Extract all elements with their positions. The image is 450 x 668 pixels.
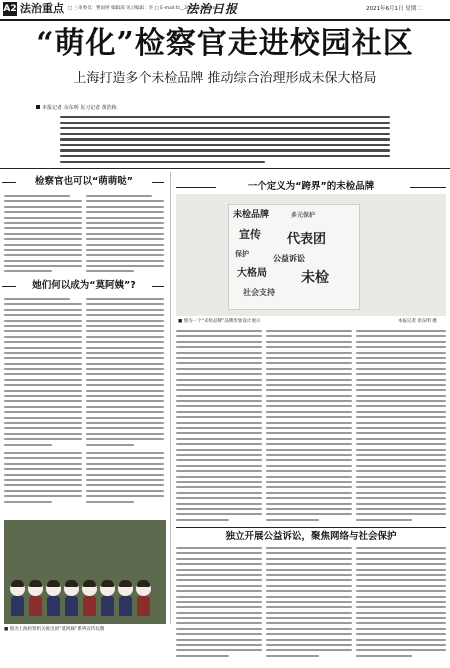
article-column xyxy=(266,547,352,660)
column-divider xyxy=(170,172,171,624)
byline-marker xyxy=(36,105,40,109)
article-column xyxy=(86,452,164,506)
newspaper-logo: 法治日报 xyxy=(186,2,239,16)
section-heading-3: 一个定义为“跨界”的未检品牌 xyxy=(247,181,375,192)
article-column xyxy=(356,330,446,524)
page-number-badge: A2 xyxy=(3,4,17,14)
article-column xyxy=(4,298,82,449)
cloud-word: 代表团 xyxy=(287,232,327,247)
byline-text: 本报记者 余东明 见习记者 黄浩栋 xyxy=(42,105,117,111)
article-column xyxy=(356,547,446,660)
masthead-rule xyxy=(0,19,450,21)
cloud-word: 多元保护 xyxy=(291,212,316,219)
lead-rule xyxy=(0,168,450,169)
section-rule xyxy=(152,286,164,287)
mascot-dolls-photo xyxy=(4,520,166,624)
issue-date: 2021年6月1日 星期二 xyxy=(366,6,422,12)
cloud-word: 保护 xyxy=(235,250,249,258)
cloud-word: 公益诉讼 xyxy=(273,254,305,263)
lead-paragraph xyxy=(60,116,390,166)
section-heading-2: 她们何以成为“莫阿姨”? xyxy=(32,280,136,291)
article-column xyxy=(86,195,164,276)
mascot-doll xyxy=(10,582,25,616)
cloud-word: 大格局 xyxy=(237,268,267,279)
section-rule xyxy=(410,187,446,188)
mascot-doll xyxy=(46,582,61,616)
byline xyxy=(36,104,117,112)
wordcloud-photo xyxy=(176,194,446,316)
editor-line: □ 三审委员：曹雨婷 编辑部 见习编辑：李 □ E-mail:fz__2020@163.com xyxy=(68,6,220,11)
wordcloud-sign xyxy=(228,204,360,310)
photo-caption: ■ 图为一个“未检品牌”品牌形象设计展示 xyxy=(178,319,261,324)
mascot-doll xyxy=(100,582,115,616)
section-rule xyxy=(176,527,446,528)
photo-caption: ■ 图为上海检察机关推出的“莫阿姨”系列宣传玩偶 xyxy=(4,627,105,632)
mascot-doll xyxy=(118,582,133,616)
article-column xyxy=(4,452,82,506)
photo-credit: 本报记者 余东明 摄 xyxy=(398,319,437,324)
article-column xyxy=(176,547,262,660)
mascot-doll xyxy=(28,582,43,616)
section-rule xyxy=(152,182,164,183)
cloud-word: 未检 xyxy=(301,270,329,286)
section-name: 法治重点 xyxy=(20,2,64,15)
article-column xyxy=(4,195,82,276)
cloud-word: 社会支持 xyxy=(243,288,275,297)
main-headline: “萌化”检察官走进校园社区 xyxy=(36,26,414,61)
article-column xyxy=(86,298,164,449)
section-heading-1: 检察官也可以“萌萌哒” xyxy=(35,176,133,187)
cloud-word: 未检品牌 xyxy=(233,210,270,220)
mascot-doll xyxy=(82,582,97,616)
article-column xyxy=(176,330,262,524)
mascot-doll xyxy=(136,582,151,616)
mascot-doll xyxy=(64,582,79,616)
sub-headline: 上海打造多个未检品牌 推动综合治理形成未保大格局 xyxy=(73,71,377,86)
article-column xyxy=(266,330,352,524)
section-heading-4: 独立开展公益诉讼，聚焦网络与社会保护 xyxy=(225,531,397,542)
cloud-word: 宣传 xyxy=(239,228,261,241)
